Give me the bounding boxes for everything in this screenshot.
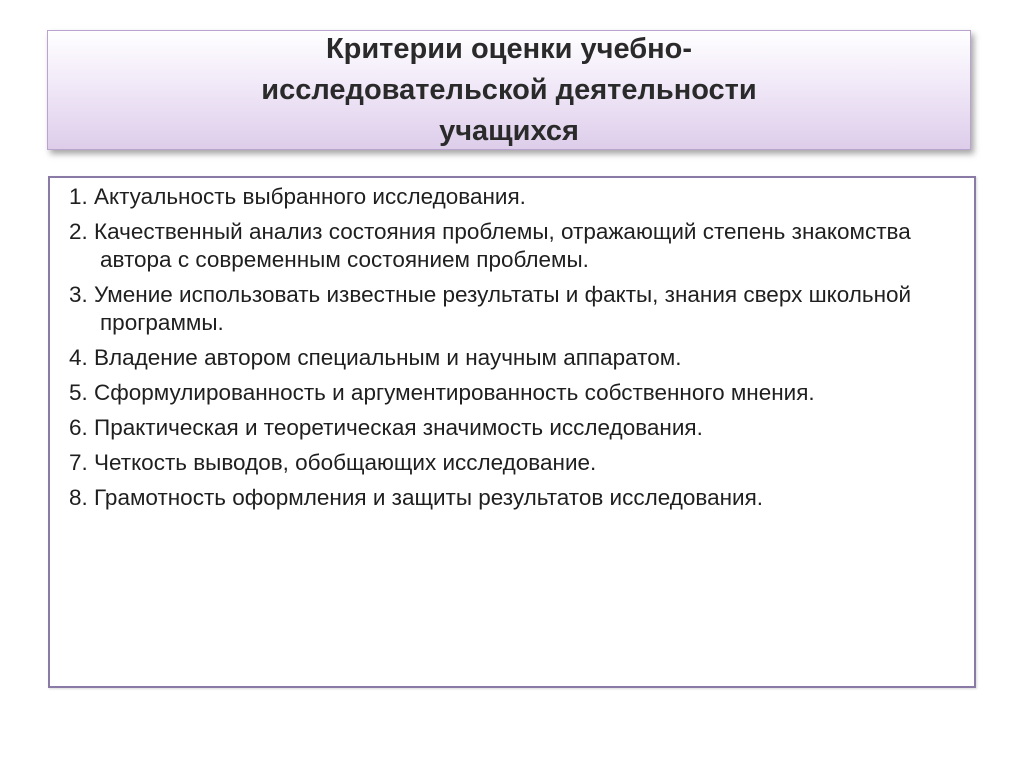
criteria-item: 1. Актуальность выбранного исследования. (69, 184, 526, 209)
criteria-item: 5. Сформулированность и аргументированность собственного мнения. (69, 380, 815, 405)
criteria-item: 7. Четкость выводов, обобщающих исследование. (69, 450, 597, 475)
criteria-item: 4. Владение автором специальным и научным аппаратом. (69, 345, 682, 370)
criteria-item: 3. Умение использовать известные результаты и факты, знания сверх школьной программы. (69, 282, 912, 335)
criteria-box (48, 176, 976, 688)
title-box (47, 30, 971, 150)
criteria-item: 2. Качественный анализ состояния проблемы, отражающий степень знакомства автора с современным состоянием проблемы. (69, 219, 911, 272)
criteria-item: 6. Практическая и теоретическая значимость исследования. (69, 415, 703, 440)
criteria-list (50, 178, 974, 512)
slide-title: Критерии оценки учебно-исследовательской деятельности учащихся (261, 32, 757, 147)
criteria-item: 8. Грамотность оформления и защиты результатов исследования. (69, 485, 764, 510)
